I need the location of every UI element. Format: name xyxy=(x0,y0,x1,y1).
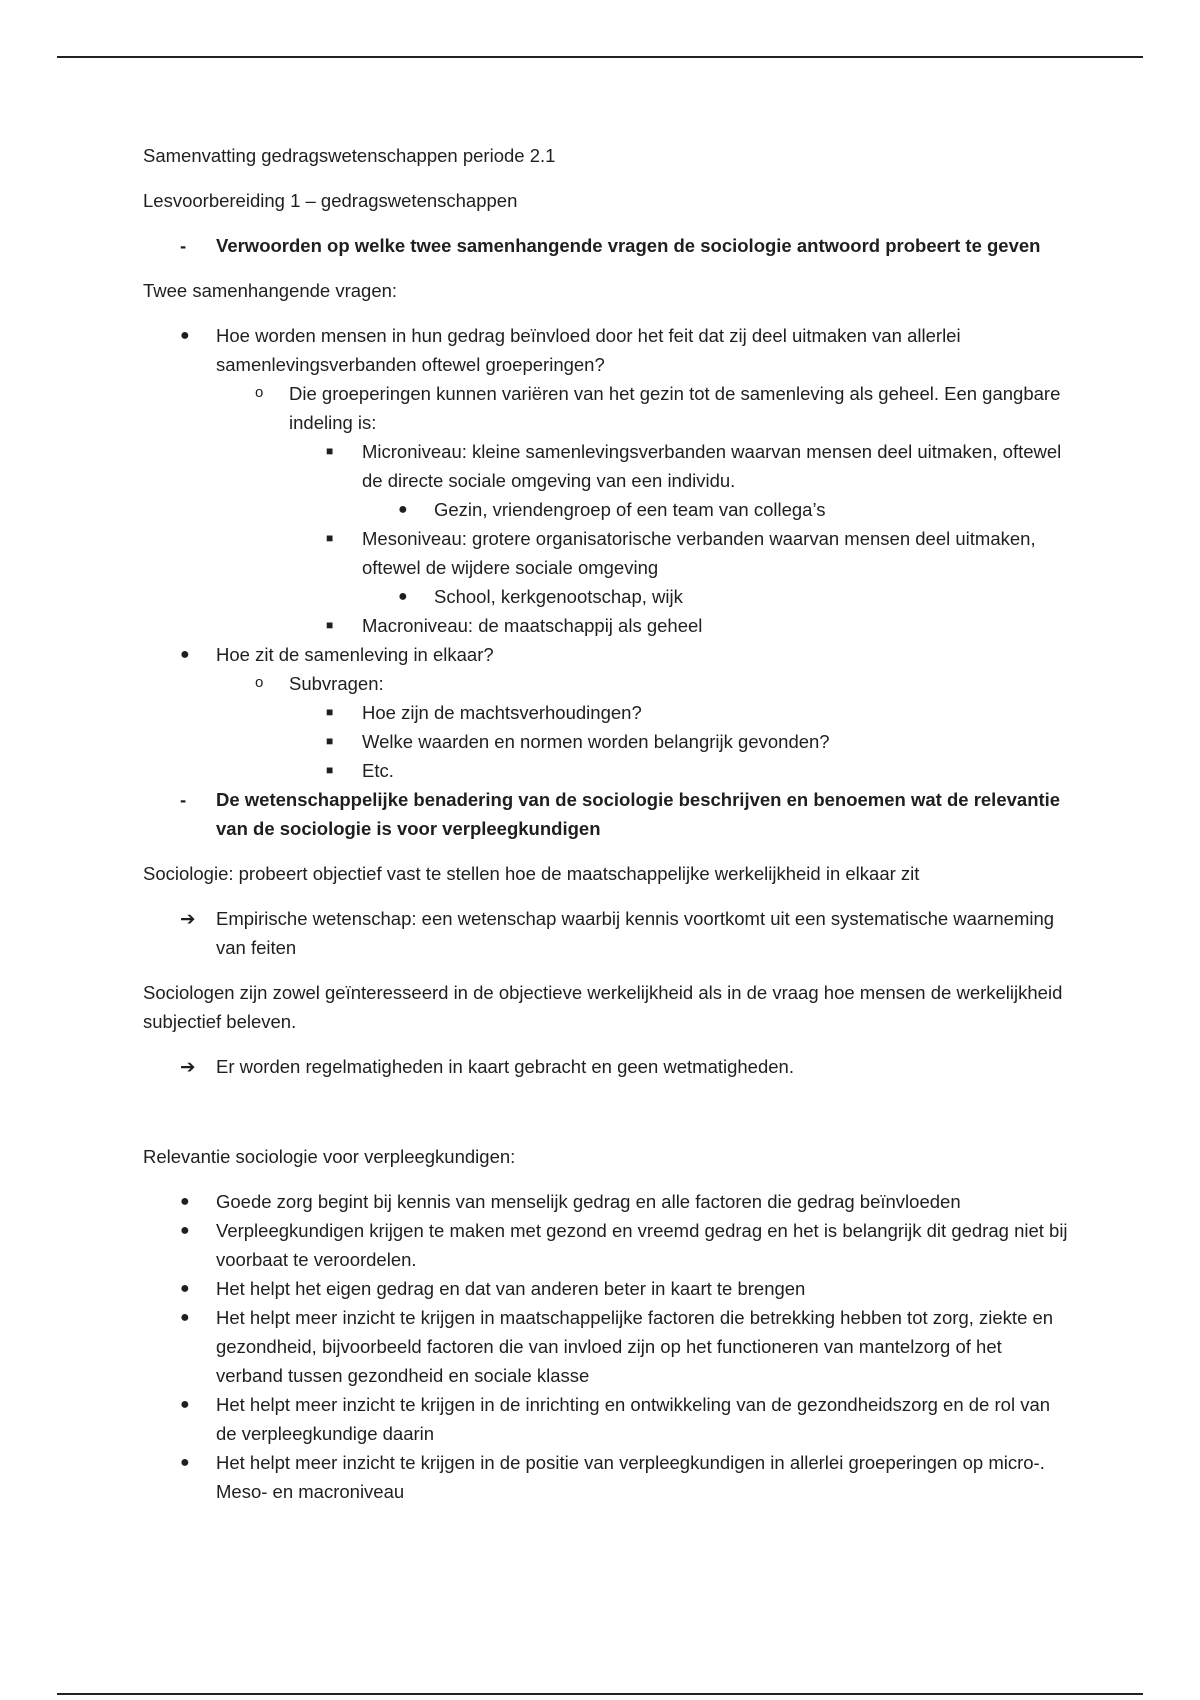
footer-rule xyxy=(57,1693,1143,1695)
list-item: ■ Macroniveau: de maatschappij als geheel xyxy=(143,611,1073,640)
square-bullet-icon: ■ xyxy=(326,763,334,777)
twee-vragen-intro: Twee samenhangende vragen: xyxy=(143,280,398,301)
sociologen-paragraph: Sociologen zijn zowel geïnteresseerd in de objectieve werkelijkheid als in de vraag hoe mensen de werkelijkheid subjectief beleven. xyxy=(143,982,1063,1032)
header-rule xyxy=(57,56,1143,58)
question-list-2 xyxy=(143,785,1073,843)
list-item: ● Verpleegkundigen krijgen te maken met gezond en vreemd gedrag en het is belangrijk dit gedrag niet bij voorbaat te veroordelen. xyxy=(143,1216,1073,1274)
bullet-icon: ● xyxy=(180,1222,190,1239)
arrow-list-2 xyxy=(143,1052,1073,1081)
relevantie-intro: Relevantie sociologie voor verpleegkundigen: xyxy=(143,1146,516,1167)
bullet-icon: ● xyxy=(180,1193,190,1210)
list-item: ● Het helpt meer inzicht te krijgen in de inrichting en ontwikkeling van de gezondheidszorg en de rol van de verpleegkundige daarin xyxy=(143,1390,1073,1448)
sociologie-definition: Sociologie: probeert objectief vast te stellen hoe de maatschappelijke werkelijkheid in elkaar zit xyxy=(143,863,920,884)
dash-marker: - xyxy=(180,789,187,810)
question-list-1 xyxy=(143,231,1073,260)
arrow-right-icon: ➔ xyxy=(180,908,196,929)
list-item: ● Goede zorg begint bij kennis van menselijk gedrag en alle factoren die gedrag beïnvloeden xyxy=(143,1187,1073,1216)
list-item: ➔ Empirische wetenschap: een wetenschap waarbij kennis voortkomt uit een systematische waarneming van feiten xyxy=(143,904,1073,962)
arrow-right-icon: ➔ xyxy=(180,1056,196,1077)
circle-bullet-icon: o xyxy=(255,384,264,401)
bullet-icon: ● xyxy=(180,327,190,344)
list-item: ● Het helpt meer inzicht te krijgen in maatschappelijke factoren die betrekking hebben tot zorg, ziekte en gezondheid, bijvoorbeeld factoren die van invloed zijn op het functioneren van mantelzorg of het verband tussen gezondheid en sociale klasse xyxy=(143,1303,1073,1390)
list-item: ■ Welke waarden en normen worden belangrijk gevonden? xyxy=(143,727,1073,756)
list-item: ■ Mesoniveau: grotere organisatorische verbanden waarvan mensen deel uitmaken, oftewel de wijdere sociale omgeving xyxy=(143,524,1073,582)
list-item: ■ Etc. xyxy=(143,756,1073,785)
list-item: ● Het helpt meer inzicht te krijgen in de positie van verpleegkundigen in allerlei groeperingen op micro-. Meso- en macroniveau xyxy=(143,1448,1073,1506)
circle-bullet-icon: o xyxy=(255,674,264,691)
square-bullet-icon: ■ xyxy=(326,531,334,545)
square-bullet-icon: ■ xyxy=(326,618,334,632)
list-item: ➔ Er worden regelmatigheden in kaart gebracht en geen wetmatigheden. xyxy=(143,1052,1073,1081)
square-bullet-icon: ■ xyxy=(326,734,334,748)
bullet-icon: ● xyxy=(398,588,408,605)
bullet-icon: ● xyxy=(180,1396,190,1413)
document-title: Samenvatting gedragswetenschappen periode 2.1 xyxy=(143,145,556,166)
arrow-list-1 xyxy=(143,904,1073,962)
square-bullet-icon: ■ xyxy=(326,705,334,719)
spacer xyxy=(143,1097,1073,1142)
square-bullet-icon: ■ xyxy=(326,444,334,458)
list-item: ● School, kerkgenootschap, wijk xyxy=(143,582,1073,611)
vragen-list xyxy=(143,321,1073,785)
bullet-icon: ● xyxy=(180,1454,190,1471)
bullet-icon: ● xyxy=(180,1309,190,1326)
list-item: o Subvragen: xyxy=(143,669,1073,698)
bullet-icon: ● xyxy=(180,1280,190,1297)
list-item: ● Gezin, vriendengroep of een team van collega’s xyxy=(143,495,1073,524)
bullet-icon: ● xyxy=(180,646,190,663)
lesson-heading: Lesvoorbereiding 1 – gedragswetenschappen xyxy=(143,190,518,211)
list-item: o Die groeperingen kunnen variëren van het gezin tot de samenleving als geheel. Een gangbare indeling is: xyxy=(143,379,1073,437)
question-2: - De wetenschappelijke benadering van de sociologie beschrijven en benoemen wat de relevantie van de sociologie is voor verpleegkundigen xyxy=(143,785,1073,843)
relevantie-list xyxy=(143,1187,1073,1506)
list-item: ● Het helpt het eigen gedrag en dat van anderen beter in kaart te brengen xyxy=(143,1274,1073,1303)
dash-marker: - xyxy=(180,235,187,256)
question-1: - Verwoorden op welke twee samenhangende vragen de sociologie antwoord probeert te geven xyxy=(143,231,1073,260)
bullet-icon: ● xyxy=(398,501,408,518)
list-item: ● Hoe zit de samenleving in elkaar? xyxy=(143,640,1073,669)
list-item: ■ Microniveau: kleine samenlevingsverbanden waarvan mensen deel uitmaken, oftewel de directe sociale omgeving van een individu. xyxy=(143,437,1073,495)
document-body xyxy=(143,141,1073,1506)
list-item: ■ Hoe zijn de machtsverhoudingen? xyxy=(143,698,1073,727)
list-item: ● Hoe worden mensen in hun gedrag beïnvloed door het feit dat zij deel uitmaken van allerlei samenlevingsverbanden oftewel groeperingen? xyxy=(143,321,1073,379)
